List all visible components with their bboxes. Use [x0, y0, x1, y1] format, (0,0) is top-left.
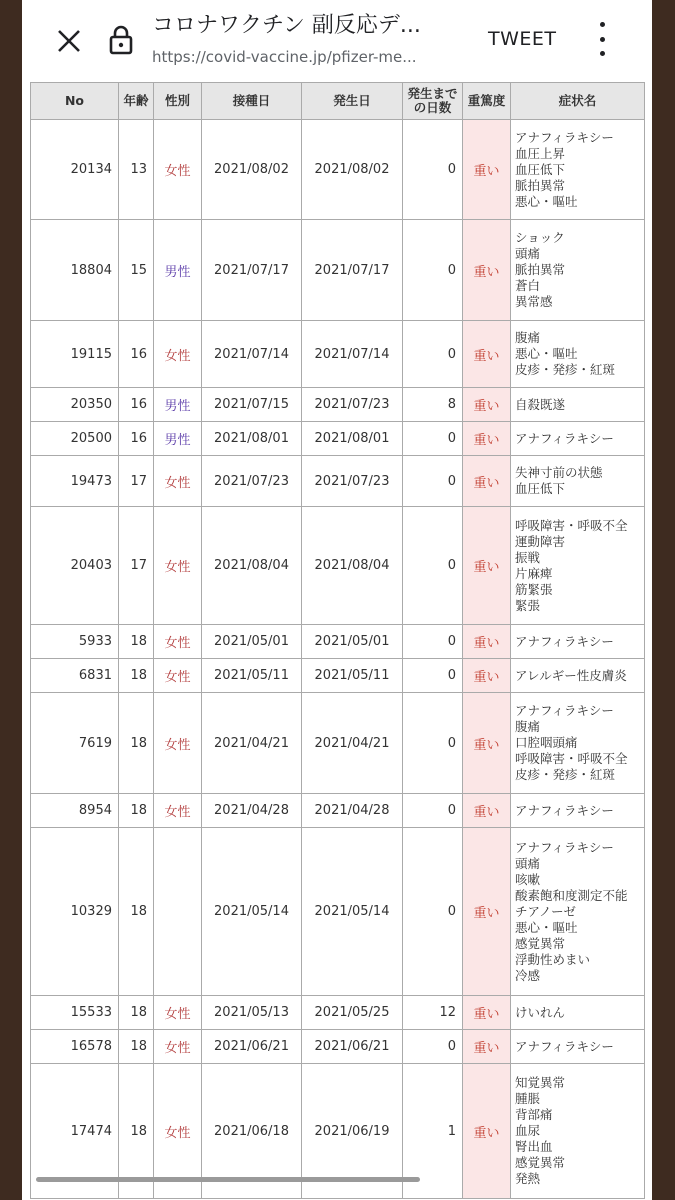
cell-vaccination-date: 2021/08/02: [202, 120, 302, 220]
symptom-item: 血圧上昇: [515, 145, 566, 161]
cell-severity: 重い: [463, 996, 511, 1030]
horizontal-scrollbar[interactable]: [36, 1177, 420, 1182]
cell-no: 20403: [31, 507, 119, 625]
cell-vaccination-date: 2021/05/13: [202, 996, 302, 1030]
cell-sex: 女性: [154, 659, 202, 693]
cell-symptoms: [511, 1064, 645, 1199]
cell-age: 18: [119, 659, 154, 693]
cell-age: 16: [119, 388, 154, 422]
symptom-item: 悪心・嘔吐: [515, 919, 578, 935]
cell-onset-date: 2021/07/14: [302, 321, 403, 388]
cell-days: 0: [403, 507, 463, 625]
symptom-item: 背部痛: [515, 1107, 553, 1122]
cell-symptoms: [511, 120, 645, 220]
table-header-row: [31, 83, 645, 120]
table-row: [31, 996, 645, 1030]
close-icon: [56, 28, 82, 54]
cell-no: 10329: [31, 828, 119, 996]
symptom-item: 感覚異常: [515, 935, 566, 951]
cell-vaccination-date: 2021/07/15: [202, 388, 302, 422]
cell-days: 1: [403, 1064, 463, 1199]
cell-symptoms: [511, 1030, 645, 1064]
table-row: [31, 625, 645, 659]
cell-sex: 男性: [154, 422, 202, 456]
cell-symptoms: [511, 828, 645, 996]
header-days-until-onset[interactable]: [403, 83, 463, 120]
symptom-item: 酸素飽和度測定不能: [515, 887, 628, 903]
symptom-item: 悪心・嘔吐: [515, 193, 578, 209]
symptom-item: アナフィラキシー: [515, 430, 614, 446]
page-url[interactable]: https://covid-vaccine.jp/pfizer-me...: [152, 48, 417, 66]
symptom-item: 皮疹・発疹・紅斑: [515, 767, 616, 782]
cell-days: 12: [403, 996, 463, 1030]
symptom-item: 咳嗽: [515, 871, 541, 887]
cell-age: 18: [119, 1064, 154, 1199]
cell-severity: 重い: [463, 456, 511, 507]
symptom-item: 冷感: [515, 967, 541, 983]
cell-no: 7619: [31, 693, 119, 794]
cell-no: 18804: [31, 220, 119, 321]
table-row: [31, 388, 645, 422]
header-symptoms[interactable]: 症状名: [511, 83, 645, 120]
symptom-item: 蒼白: [515, 278, 541, 293]
symptom-item: 腹痛: [515, 719, 541, 734]
symptom-item: 血尿: [515, 1123, 541, 1138]
symptom-item: 頭痛: [515, 855, 541, 871]
symptom-item: 自殺既遂: [515, 396, 566, 412]
cell-sex: 女性: [154, 1030, 202, 1064]
cell-symptoms: [511, 794, 645, 828]
symptom-item: 知覚異常: [515, 1075, 566, 1090]
header-onset-date[interactable]: 発生日: [302, 83, 403, 120]
cell-no: 20500: [31, 422, 119, 456]
lock-icon[interactable]: [108, 24, 134, 56]
cell-onset-date: 2021/05/01: [302, 625, 403, 659]
cell-sex: 女性: [154, 321, 202, 388]
cell-severity: 重い: [463, 1030, 511, 1064]
cell-severity: 重い: [463, 321, 511, 388]
symptom-item: 発熱: [515, 1171, 541, 1186]
cell-age: 16: [119, 422, 154, 456]
symptom-item: 悪心・嘔吐: [515, 346, 578, 361]
symptom-item: 異常感: [515, 294, 553, 309]
cell-severity: 重い: [463, 220, 511, 321]
cell-severity: 重い: [463, 625, 511, 659]
symptom-item: 皮疹・発疹・紅斑: [515, 362, 616, 377]
table-row: [31, 659, 645, 693]
symptom-item: 呼吸障害・呼吸不全: [515, 751, 628, 766]
cell-age: 16: [119, 321, 154, 388]
symptom-item: 血圧低下: [515, 161, 566, 177]
cell-sex: [154, 828, 202, 996]
cell-onset-date: 2021/08/01: [302, 422, 403, 456]
cell-vaccination-date: 2021/05/01: [202, 625, 302, 659]
cell-no: 17474: [31, 1064, 119, 1199]
table-row: [31, 220, 645, 321]
cell-onset-date: 2021/08/02: [302, 120, 403, 220]
cell-age: 18: [119, 794, 154, 828]
symptom-item: アナフィラキシー: [515, 839, 614, 855]
cell-symptoms: [511, 659, 645, 693]
cell-onset-date: 2021/06/19: [302, 1064, 403, 1199]
header-no[interactable]: No: [31, 83, 119, 120]
table-row: [31, 422, 645, 456]
cell-vaccination-date: 2021/05/14: [202, 828, 302, 996]
symptom-item: アナフィラキシー: [515, 703, 614, 718]
cell-no: 20134: [31, 120, 119, 220]
symptom-item: 振戦: [515, 549, 541, 565]
table-row: [31, 456, 645, 507]
cell-onset-date: 2021/05/11: [302, 659, 403, 693]
cell-days: 0: [403, 625, 463, 659]
cell-age: 17: [119, 507, 154, 625]
cell-onset-date: 2021/07/23: [302, 456, 403, 507]
symptom-item: 浮動性めまい: [515, 951, 591, 967]
cell-sex: 女性: [154, 507, 202, 625]
symptom-item: 腹痛: [515, 330, 541, 345]
cell-sex: 女性: [154, 996, 202, 1030]
cell-sex: 男性: [154, 388, 202, 422]
symptom-item: 失神寸前の状態: [515, 465, 603, 480]
cell-severity: 重い: [463, 507, 511, 625]
header-severity[interactable]: 重篤度: [463, 83, 511, 120]
cell-vaccination-date: 2021/06/21: [202, 1030, 302, 1064]
cell-severity: 重い: [463, 422, 511, 456]
symptom-item: 腎出血: [515, 1139, 553, 1154]
header-days-line1: 発生まで: [407, 86, 458, 101]
cell-vaccination-date: 2021/08/04: [202, 507, 302, 625]
cell-vaccination-date: 2021/07/23: [202, 456, 302, 507]
cell-age: 18: [119, 1030, 154, 1064]
cell-vaccination-date: 2021/07/17: [202, 220, 302, 321]
symptom-item: チアノーゼ: [515, 903, 576, 919]
cell-severity: 重い: [463, 828, 511, 996]
symptom-item: 感覚異常: [515, 1155, 566, 1170]
cell-sex: 女性: [154, 1064, 202, 1199]
cell-symptoms: [511, 996, 645, 1030]
cell-days: 0: [403, 120, 463, 220]
cell-days: 0: [403, 659, 463, 693]
symptom-item: アナフィラキシー: [515, 1038, 614, 1054]
cell-severity: 重い: [463, 794, 511, 828]
symptom-item: 脈拍異常: [515, 262, 566, 277]
table-row: [31, 507, 645, 625]
tweet-button[interactable]: TWEET: [488, 28, 557, 50]
cell-age: 15: [119, 220, 154, 321]
cell-onset-date: 2021/07/17: [302, 220, 403, 321]
cell-no: 16578: [31, 1030, 119, 1064]
cell-onset-date: 2021/05/25: [302, 996, 403, 1030]
header-age[interactable]: 年齢: [119, 83, 154, 120]
cell-age: 18: [119, 828, 154, 996]
cell-no: 19473: [31, 456, 119, 507]
table-row: [31, 321, 645, 388]
cell-sex: 女性: [154, 120, 202, 220]
symptom-item: アナフィラキシー: [515, 802, 614, 818]
header-vaccination-date[interactable]: 接種日: [202, 83, 302, 120]
symptom-item: けいれん: [515, 1004, 566, 1020]
adverse-reaction-table: [30, 82, 645, 1199]
cell-severity: 重い: [463, 659, 511, 693]
cell-vaccination-date: 2021/06/18: [202, 1064, 302, 1199]
browser-frame: [22, 0, 652, 1200]
symptom-item: 片麻痺: [515, 565, 553, 581]
cell-symptoms: [511, 456, 645, 507]
symptom-item: アレルギー性皮膚炎: [515, 667, 627, 683]
symptom-item: アナフィラキシー: [515, 129, 614, 145]
cell-vaccination-date: 2021/04/28: [202, 794, 302, 828]
cell-sex: 男性: [154, 220, 202, 321]
cell-sex: 女性: [154, 693, 202, 794]
cell-severity: 重い: [463, 388, 511, 422]
cell-onset-date: 2021/04/21: [302, 693, 403, 794]
cell-symptoms: [511, 422, 645, 456]
cell-symptoms: [511, 220, 645, 321]
cell-symptoms: [511, 693, 645, 794]
cell-age: 18: [119, 996, 154, 1030]
header-days-line2: の日数: [413, 100, 452, 115]
cell-days: 0: [403, 828, 463, 996]
cell-age: 18: [119, 693, 154, 794]
cell-vaccination-date: 2021/04/21: [202, 693, 302, 794]
symptom-item: 運動障害: [515, 533, 566, 549]
cell-age: 18: [119, 625, 154, 659]
symptom-item: 腫脹: [515, 1091, 541, 1106]
cell-no: 8954: [31, 794, 119, 828]
cell-symptoms: [511, 321, 645, 388]
cell-symptoms: [511, 625, 645, 659]
cell-onset-date: 2021/08/04: [302, 507, 403, 625]
page-title: コロナワクチン 副反応デ...: [152, 13, 421, 38]
cell-no: 19115: [31, 321, 119, 388]
symptom-item: ショック: [515, 230, 565, 245]
cell-onset-date: 2021/04/28: [302, 794, 403, 828]
cell-sex: 女性: [154, 625, 202, 659]
cell-symptoms: [511, 388, 645, 422]
more-vert-icon[interactable]: [590, 22, 614, 56]
cell-days: 0: [403, 422, 463, 456]
cell-vaccination-date: 2021/08/01: [202, 422, 302, 456]
table-row: [31, 794, 645, 828]
cell-vaccination-date: 2021/05/11: [202, 659, 302, 693]
cell-sex: 女性: [154, 794, 202, 828]
symptom-item: アナフィラキシー: [515, 633, 614, 649]
cell-days: 0: [403, 1030, 463, 1064]
cell-sex: 女性: [154, 456, 202, 507]
cell-days: 0: [403, 321, 463, 388]
symptom-item: 呼吸障害・呼吸不全: [515, 517, 628, 533]
cell-no: 6831: [31, 659, 119, 693]
cell-no: 20350: [31, 388, 119, 422]
cell-days: 8: [403, 388, 463, 422]
browser-toolbar: [22, 0, 652, 78]
cell-onset-date: 2021/06/21: [302, 1030, 403, 1064]
table-row: [31, 828, 645, 996]
cell-severity: 重い: [463, 1064, 511, 1199]
header-sex[interactable]: 性別: [154, 83, 202, 120]
symptom-item: 頭痛: [515, 246, 541, 261]
cell-days: 0: [403, 220, 463, 321]
cell-severity: 重い: [463, 120, 511, 220]
table-body: [31, 120, 645, 1199]
cell-days: 0: [403, 794, 463, 828]
close-button[interactable]: [54, 26, 84, 56]
cell-no: 15533: [31, 996, 119, 1030]
cell-onset-date: 2021/05/14: [302, 828, 403, 996]
cell-age: 17: [119, 456, 154, 507]
table-row: [31, 693, 645, 794]
symptom-item: 緊張: [515, 597, 541, 613]
cell-vaccination-date: 2021/07/14: [202, 321, 302, 388]
cell-symptoms: [511, 507, 645, 625]
cell-no: 5933: [31, 625, 119, 659]
symptom-item: 筋緊張: [515, 581, 553, 597]
symptom-item: 口腔咽頭痛: [515, 735, 578, 750]
cell-days: 0: [403, 456, 463, 507]
table-row: [31, 1030, 645, 1064]
symptom-item: 脈拍異常: [515, 177, 566, 193]
cell-severity: 重い: [463, 693, 511, 794]
table-row: [31, 120, 645, 220]
cell-age: 13: [119, 120, 154, 220]
symptom-item: 血圧低下: [515, 481, 566, 496]
cell-days: 0: [403, 693, 463, 794]
cell-onset-date: 2021/07/23: [302, 388, 403, 422]
